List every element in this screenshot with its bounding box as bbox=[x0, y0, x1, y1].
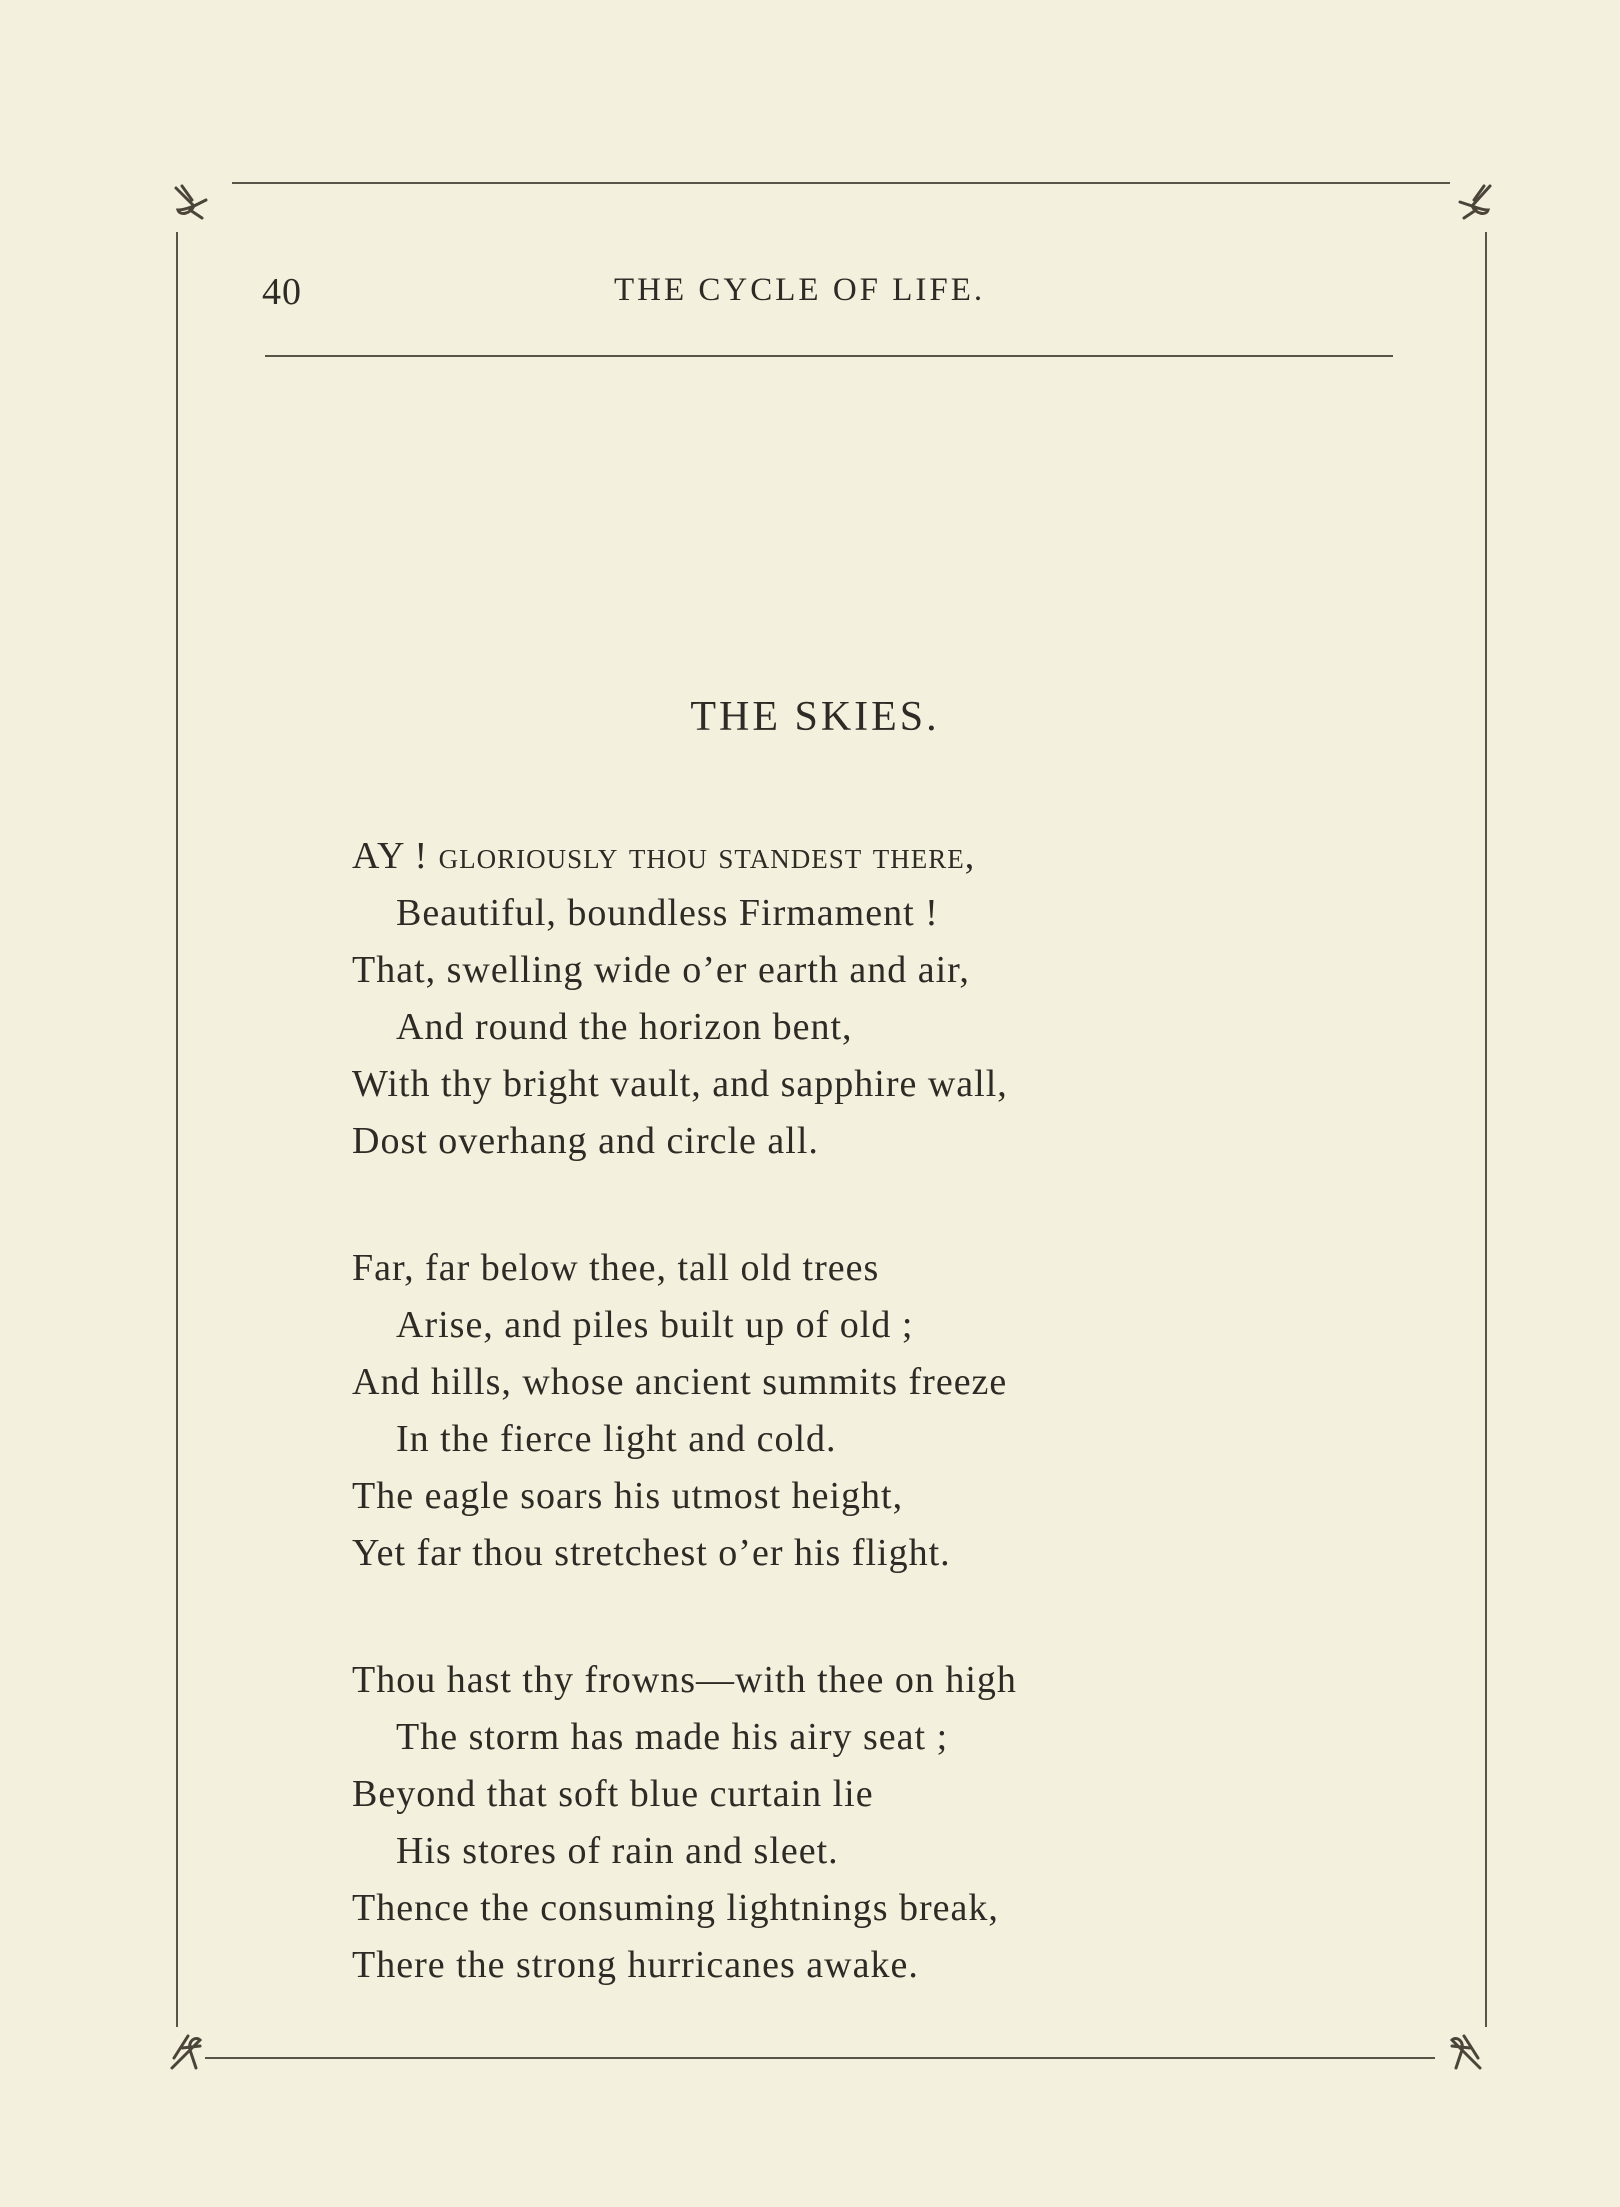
corner-ornament-top-left-icon bbox=[172, 180, 220, 228]
poem-line: There the strong hurricanes awake. bbox=[352, 1944, 919, 1986]
running-head-rule bbox=[265, 355, 1393, 357]
corner-ornament-top-right-icon bbox=[1446, 180, 1494, 228]
poem-line: And round the horizon bent, bbox=[396, 1006, 853, 1048]
poem-line: His stores of rain and sleet. bbox=[396, 1830, 839, 1872]
poem-line: Arise, and piles built up of old ; bbox=[396, 1304, 914, 1346]
poem-line: Yet far thou stretchest o’er his flight. bbox=[352, 1532, 951, 1574]
stanza bbox=[352, 1652, 1017, 1994]
poem-line: And hills, whose ancient summits freeze bbox=[352, 1361, 1008, 1403]
frame-top-rule bbox=[232, 182, 1450, 184]
poem-line: In the fierce light and cold. bbox=[396, 1418, 837, 1460]
poem-line: AY ! gloriously thou standest there, bbox=[352, 835, 976, 877]
poem-title: THE SKIES. bbox=[690, 694, 940, 740]
frame-right-rule bbox=[1485, 232, 1487, 2027]
stanza bbox=[352, 1240, 1017, 1582]
running-title: THE CYCLE OF LIFE. bbox=[614, 272, 986, 308]
running-head bbox=[0, 270, 1620, 320]
poem-line: Thou hast thy frowns—with thee on high bbox=[352, 1659, 1017, 1701]
poem-body bbox=[352, 828, 1017, 2064]
poem-line: Beyond that soft blue curtain lie bbox=[352, 1773, 874, 1815]
page-number: 40 bbox=[262, 271, 302, 313]
poem-line: Far, far below thee, tall old trees bbox=[352, 1247, 880, 1289]
poem-line: With thy bright vault, and sapphire wall, bbox=[352, 1063, 1008, 1105]
poem-line: Dost overhang and circle all. bbox=[352, 1120, 819, 1162]
corner-ornament-bottom-left-icon bbox=[166, 2028, 214, 2076]
frame-left-rule bbox=[176, 232, 178, 2027]
corner-ornament-bottom-right-icon bbox=[1438, 2028, 1486, 2076]
poem-line: Thence the consuming lightnings break, bbox=[352, 1887, 999, 1929]
poem-line: Beautiful, boundless Firmament ! bbox=[396, 892, 939, 934]
poem-line: That, swelling wide o’er earth and air, bbox=[352, 949, 970, 991]
poem-line: The eagle soars his utmost height, bbox=[352, 1475, 904, 1517]
poem-line: The storm has made his airy seat ; bbox=[396, 1716, 949, 1758]
stanza bbox=[352, 828, 1017, 1170]
